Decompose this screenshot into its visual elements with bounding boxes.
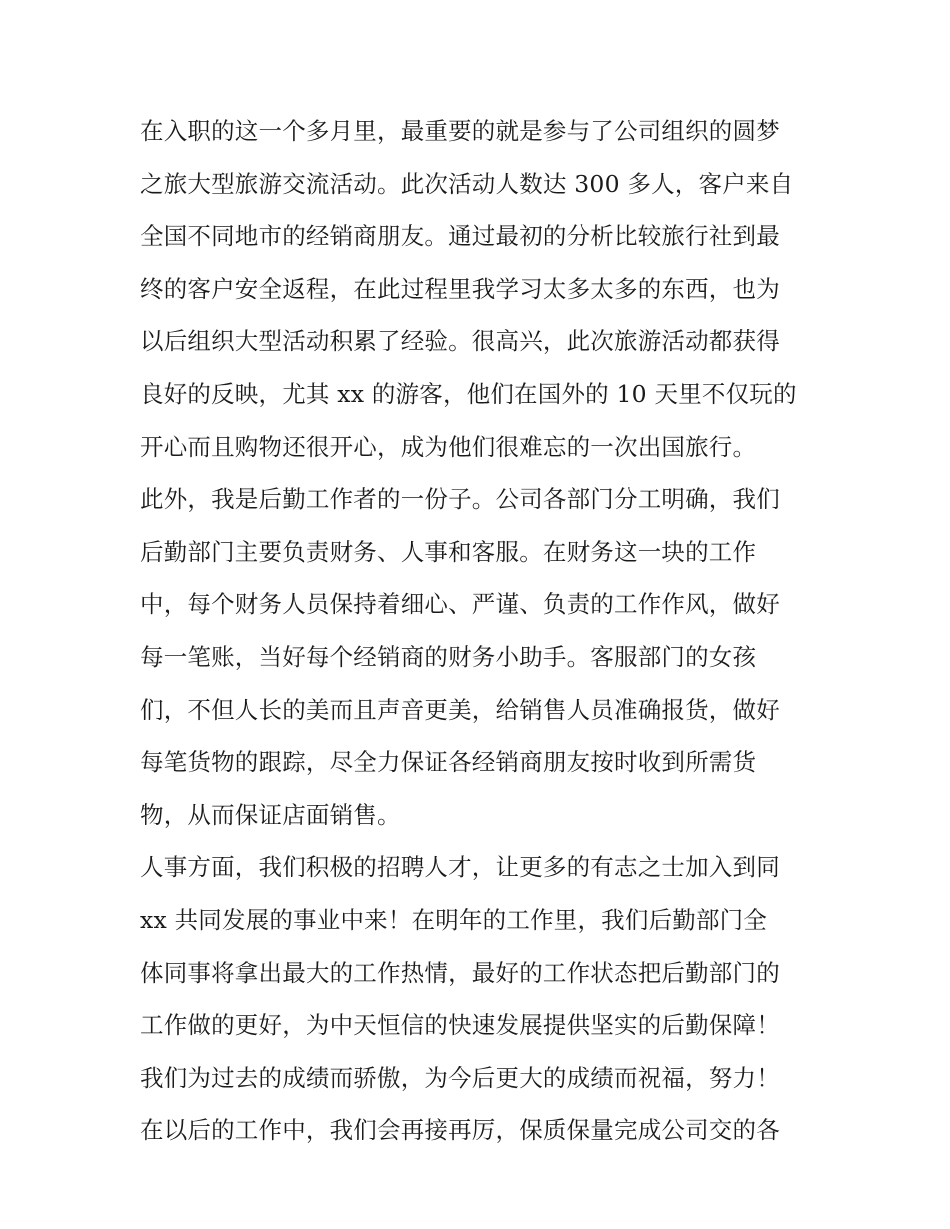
text-line: 后勤部门主要负责财务、人事和客服。在财务这一块的工作: [140, 537, 757, 566]
text-line: 人事方面，我们积极的招聘人才，让更多的有志之士加入到同: [140, 853, 780, 882]
text-line: 全国不同地市的经销商朋友。通过最初的分析比较旅行社到最: [140, 222, 780, 251]
text-line: 良好的反映，尤其 xx 的游客，他们在国外的 10 天里不仅玩的: [140, 379, 797, 408]
text-line: 在以后的工作中，我们会再接再厉，保质保量完成公司交的各: [140, 1116, 780, 1145]
text-line: 此外，我是后勤工作者的一份子。公司各部门分工明确，我们: [140, 485, 780, 514]
text-line: 们，不但人长的美而且声音更美，给销售人员准确报货，做好: [140, 695, 780, 724]
text-line: 工作做的更好，为中天恒信的快速发展提供坚实的后勤保障！: [140, 1011, 780, 1040]
text-line: 终的客户安全返程，在此过程里我学习太多太多的东西，也为: [140, 274, 780, 303]
text-line: 物，从而保证店面销售。: [140, 800, 401, 829]
text-line: 每一笔账，当好每个经销商的财务小助手。客服部门的女孩: [140, 642, 757, 671]
text-line: 我们为过去的成绩而骄傲，为今后更大的成绩而祝福，努力！: [140, 1063, 780, 1092]
text-line: 体同事将拿出最大的工作热情，最好的工作状态把后勤部门的: [140, 958, 780, 987]
text-line: 每笔货物的跟踪，尽全力保证各经销商朋友按时收到所需货: [140, 748, 757, 777]
document-body: [140, 105, 820, 1157]
text-line: xx 共同发展的事业中来！在明年的工作里，我们后勤部门全: [140, 905, 768, 934]
text-line: 之旅大型旅游交流活动。此次活动人数达 300 多人，客户来自: [140, 169, 794, 198]
text-line: 开心而且购物还很开心，成为他们很难忘的一次出国旅行。: [140, 432, 757, 461]
text-line: 在入职的这一个多月里，最重要的就是参与了公司组织的圆梦: [140, 117, 780, 145]
text-line: 中，每个财务人员保持着细心、严谨、负责的工作作风，做好: [140, 590, 780, 619]
text-line: 以后组织大型活动积累了经验。很高兴，此次旅游活动都获得: [140, 327, 780, 356]
